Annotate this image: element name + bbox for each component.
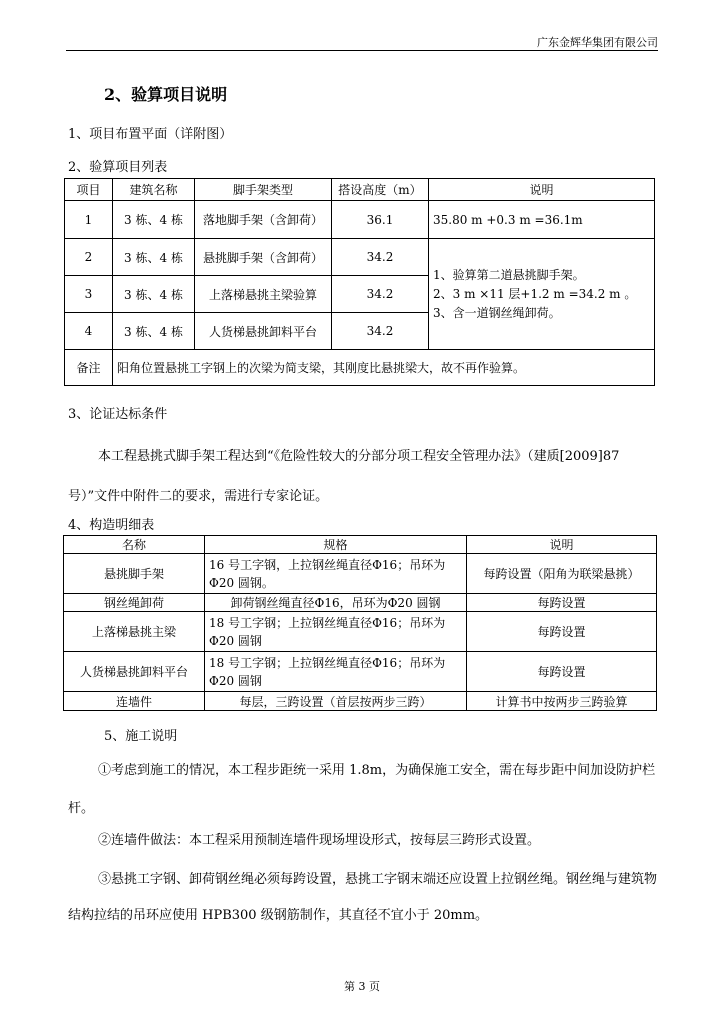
cell-note: 35.80 m +0.3 m =36.1m bbox=[429, 201, 655, 239]
col-header-building: 建筑名称 bbox=[113, 179, 195, 201]
cell-type: 落地脚手架（含卸荷） bbox=[195, 201, 332, 239]
note-line: 3、含一道钢丝绳卸荷。 bbox=[433, 305, 561, 320]
cell-building: 3 栋、4 栋 bbox=[113, 313, 195, 350]
construction-detail-table bbox=[63, 535, 657, 711]
heading-construction-details: 4、构造明细表 bbox=[68, 518, 155, 533]
note-paragraph-1: ①考虑到施工的情况，本工程步距统一采用 1.8m，为确保施工安全，需在每步距中间加设防护栏杆。 bbox=[68, 763, 656, 816]
cell-building: 3 栋、4 栋 bbox=[113, 276, 195, 313]
note-paragraph-3: ③悬挑工字钢、卸荷钢丝绳必须每跨设置，悬挑工字钢末端还应设置上拉钢丝绳。钢丝绳与建筑物结构拉结的吊环应使用 HPB300 级钢筋制作，其直径不宜小于 20mm。 bbox=[68, 872, 658, 923]
cell-no: 1 bbox=[65, 201, 113, 239]
cell-type: 上落梯悬挑主梁验算 bbox=[195, 276, 332, 313]
cell-desc: 每跨设置 bbox=[467, 612, 657, 652]
cell-merged-note bbox=[429, 239, 655, 350]
project-list-table bbox=[64, 178, 655, 386]
table-row bbox=[64, 692, 657, 711]
section-title: 2、验算项目说明 bbox=[104, 85, 228, 104]
cell-no: 3 bbox=[65, 276, 113, 313]
page-number: 第 3 页 bbox=[344, 980, 380, 993]
spec-line: 16 号工字钢，上拉钢丝绳直径Φ16；吊环为 bbox=[209, 557, 446, 572]
cell-remark-text: 阳角位置悬挑工字钢上的次梁为简支梁，其刚度比悬挑梁大，故不再作验算。 bbox=[113, 350, 655, 386]
cell-spec: 每层，三跨设置（首层按两步三跨） bbox=[205, 692, 467, 711]
cell-desc: 每跨设置 bbox=[467, 594, 657, 612]
remark-row bbox=[65, 350, 655, 386]
cell-type: 悬挑脚手架（含卸荷） bbox=[195, 239, 332, 276]
compliance-paragraph: 本工程悬挑式脚手架工程达到“《危险性较大的分部分项工程安全管理办法》（建质[2009]87 号）”文件中附件二的要求，需进行专家论证。 bbox=[68, 449, 620, 504]
spec-line: Φ20 圆钢 bbox=[209, 673, 262, 688]
table-header-row bbox=[65, 179, 655, 201]
cell-height: 36.1 bbox=[332, 201, 429, 239]
cell-spec bbox=[205, 612, 467, 652]
cell-name: 上落梯悬挑主梁 bbox=[64, 612, 205, 652]
heading-construction-notes: 5、施工说明 bbox=[104, 729, 178, 744]
table-row bbox=[65, 239, 655, 276]
cell-spec: 卸荷钢丝绳直径Φ16，吊环为Φ20 圆钢 bbox=[205, 594, 467, 612]
heading-compliance: 3、论证达标条件 bbox=[68, 407, 168, 422]
cell-building: 3 栋、4 栋 bbox=[113, 201, 195, 239]
cell-no: 2 bbox=[65, 239, 113, 276]
cell-height: 34.2 bbox=[332, 239, 429, 276]
cell-desc: 计算书中按两步三跨验算 bbox=[467, 692, 657, 711]
note-line: 2、3 m ×11 层+1.2 m =34.2 m 。 bbox=[433, 286, 637, 301]
table-row bbox=[64, 554, 657, 594]
spec-line: Φ20 圆钢 bbox=[209, 633, 262, 648]
cell-type: 人货梯悬挑卸料平台 bbox=[195, 313, 332, 350]
cell-name: 悬挑脚手架 bbox=[64, 554, 205, 594]
heading-layout-plan: 1、项目布置平面（详附图） bbox=[68, 127, 233, 142]
col-header-no: 项目 bbox=[65, 179, 113, 201]
cell-name: 连墙件 bbox=[64, 692, 205, 711]
header-rule bbox=[66, 50, 658, 51]
table-row bbox=[64, 594, 657, 612]
heading-project-list: 2、验算项目列表 bbox=[68, 160, 168, 175]
col-header-height: 搭设高度（m） bbox=[332, 179, 429, 201]
table-row bbox=[64, 612, 657, 652]
cell-height: 34.2 bbox=[332, 276, 429, 313]
table-header-row bbox=[64, 536, 657, 554]
cell-name: 人货梯悬挑卸料平台 bbox=[64, 652, 205, 692]
spec-line: Φ20 圆钢。 bbox=[209, 575, 274, 590]
col-header-spec: 规格 bbox=[205, 536, 467, 554]
cell-building: 3 栋、4 栋 bbox=[113, 239, 195, 276]
spec-line: 18 号工字钢；上拉钢丝绳直径Φ16；吊环为 bbox=[209, 615, 446, 630]
col-header-name: 名称 bbox=[64, 536, 205, 554]
table-row bbox=[64, 652, 657, 692]
note-line: 1、验算第二道悬挑脚手架。 bbox=[433, 267, 585, 282]
note-paragraph-2: ②连墙件做法：本工程采用预制连墙件现场埋设形式，按每层三跨形式设置。 bbox=[98, 833, 541, 848]
cell-desc: 每跨设置 bbox=[467, 652, 657, 692]
cell-name: 钢丝绳卸荷 bbox=[64, 594, 205, 612]
cell-no: 4 bbox=[65, 313, 113, 350]
spec-line: 18 号工字钢；上拉钢丝绳直径Φ16；吊环为 bbox=[209, 655, 446, 670]
col-header-note: 说明 bbox=[429, 179, 655, 201]
cell-remark-label: 备注 bbox=[65, 350, 113, 386]
cell-spec bbox=[205, 652, 467, 692]
cell-desc: 每跨设置（阳角为联梁悬挑） bbox=[467, 554, 657, 594]
table-row bbox=[65, 201, 655, 239]
cell-height: 34.2 bbox=[332, 313, 429, 350]
col-header-type: 脚手架类型 bbox=[195, 179, 332, 201]
cell-spec bbox=[205, 554, 467, 594]
col-header-desc: 说明 bbox=[467, 536, 657, 554]
header-company-name: 广东金辉华集团有限公司 bbox=[537, 36, 658, 49]
